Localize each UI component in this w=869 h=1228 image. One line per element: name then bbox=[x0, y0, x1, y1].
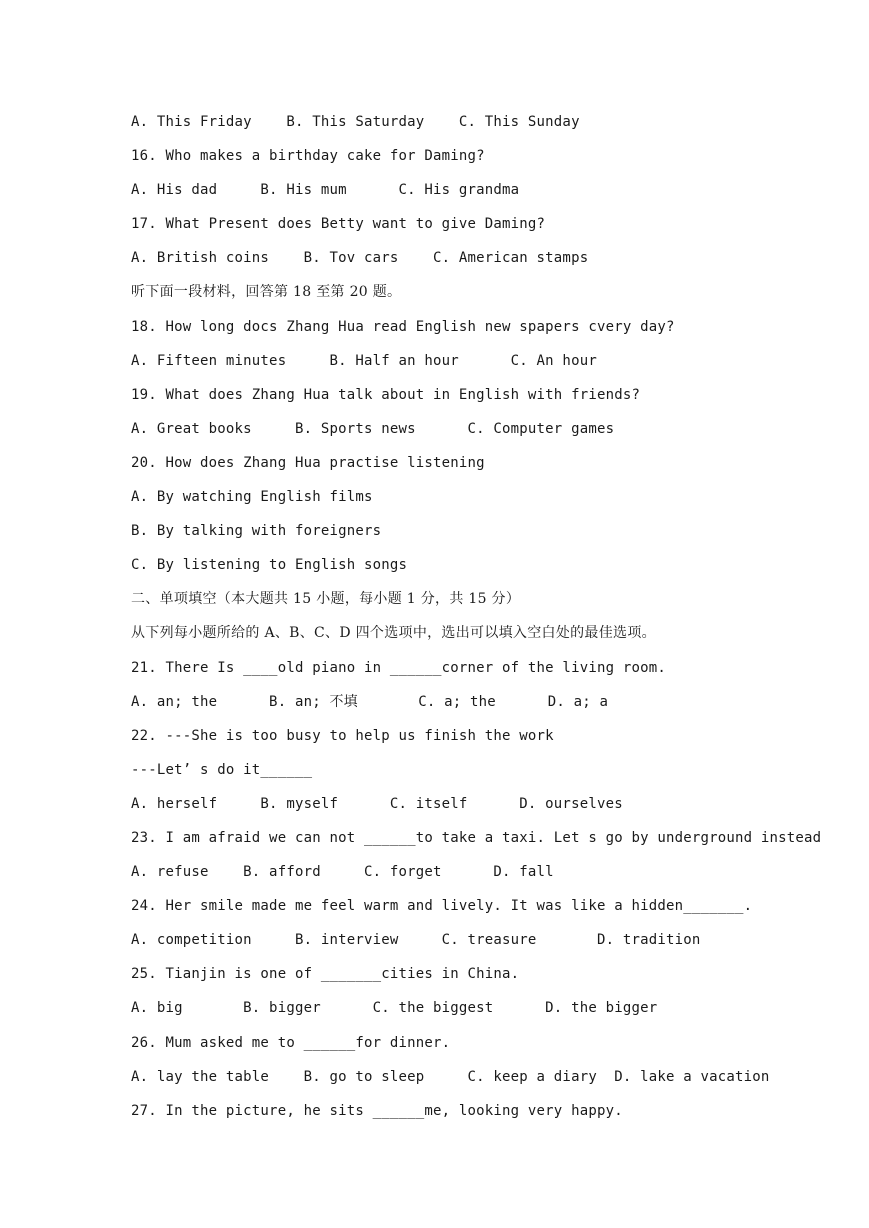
q20-option-c: C. By listening to English songs bbox=[131, 557, 408, 574]
listening-instruction: 听下面一段材料，回答第 18 至第 20 题。 bbox=[131, 284, 402, 301]
q16-question: 16. Who makes a birthday cake for Daming? bbox=[131, 148, 485, 165]
q26-options: A. lay the table B. go to sleep C. keep a diary D. lake a vacation bbox=[131, 1068, 770, 1085]
q17-options: A. British coins B. Tov cars C. American stamps bbox=[131, 250, 589, 267]
q21-question: 21. There Is ____old piano in ______corner of the living room. bbox=[131, 659, 666, 676]
q18-options: A. Fifteen minutes B. Half an hour C. An hour bbox=[131, 352, 597, 369]
q21-options: A. an; the B. an; 不填 C. a; the D. a; a bbox=[131, 693, 609, 710]
q23-options: A. refuse B. afford C. forget D. fall bbox=[131, 864, 554, 881]
q25-options: A. big B. bigger C. the biggest D. the bigger bbox=[131, 1000, 658, 1017]
q22-question-cont: ---Let’ s do it______ bbox=[131, 761, 313, 778]
q25-question: 25. Tianjin is one of _______cities in China. bbox=[131, 966, 520, 983]
q18-question: 18. How long docs Zhang Hua read English new spapers cvery day? bbox=[131, 318, 675, 335]
q15-options: A. This Friday B. This Saturday C. This Sunday bbox=[131, 114, 580, 130]
q20-option-a: A. By watching English films bbox=[131, 489, 373, 506]
q17-question: 17. What Present does Betty want to give Daming? bbox=[131, 216, 546, 233]
q16-options: A. His dad B. His mum C. His grandma bbox=[131, 182, 520, 199]
q22-options: A. herself B. myself C. itself D. ourselves bbox=[131, 795, 623, 812]
q24-options: A. competition B. interview C. treasure D. tradition bbox=[131, 932, 701, 949]
q24-question: 24. Her smile made me feel warm and lively. It was like a hidden_______. bbox=[131, 898, 753, 915]
exam-text bbox=[131, 108, 831, 1131]
q22-question: 22. ---She is too busy to help us finish the work bbox=[131, 727, 554, 744]
section-instruction: 从下列每小题所给的 A、B、C、D 四个选项中，选出可以填入空白处的最佳选项。 bbox=[131, 625, 656, 642]
q20-option-b: B. By talking with foreigners bbox=[131, 523, 382, 540]
q19-options: A. Great books B. Sports news C. Computer games bbox=[131, 420, 615, 437]
q19-question: 19. What does Zhang Hua talk about in English with friends? bbox=[131, 386, 641, 403]
section-heading: 二、单项填空（本大题共 15 小题，每小题 1 分，共 15 分） bbox=[131, 591, 521, 608]
q23-question: 23. I am afraid we can not ______to take a taxi. Let s go by underground instead bbox=[131, 829, 822, 846]
q26-question: 26. Mum asked me to ______for dinner. bbox=[131, 1034, 451, 1051]
q27-question: 27. In the picture, he sits ______me, looking very happy. bbox=[131, 1102, 623, 1119]
q20-question: 20. How does Zhang Hua practise listening bbox=[131, 454, 485, 471]
